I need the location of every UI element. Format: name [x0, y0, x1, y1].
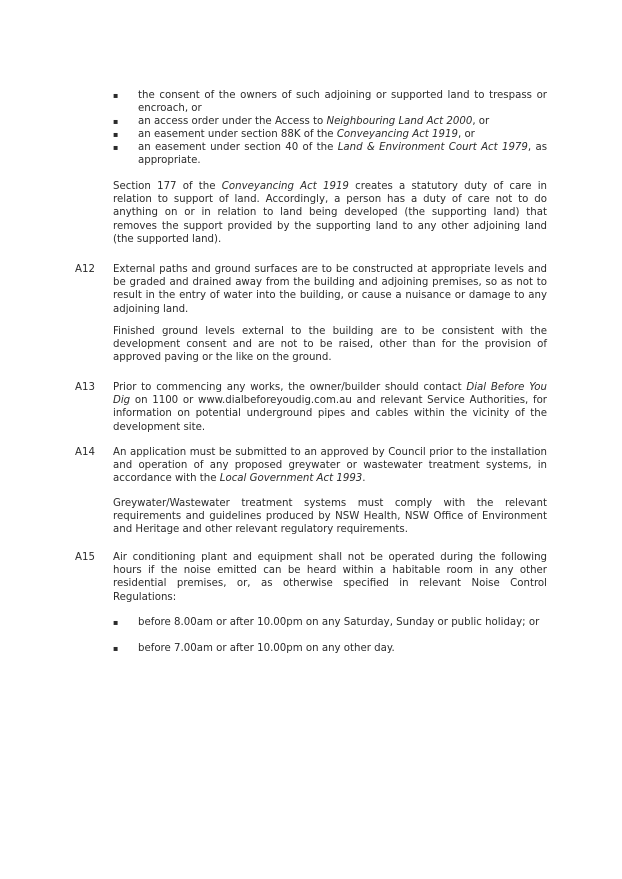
condition-number: A15: [75, 552, 95, 563]
condition-a14-paragraph: An application must be submitted to an approved by Council prior to the installation and operation of any proposed greywater or wastewater treatment systems, in accordance with the Local Government Act 1993.: [113, 447, 547, 485]
condition-a12-paragraph: External paths and ground surfaces are to be constructed at appropriate levels and be graded and drained away from the building and adjoining premises, so as not to result in the entry of water into the building, or cause a nuisance or damage to any adjoining land.: [113, 264, 547, 315]
bullet-icon: ▪: [113, 143, 119, 152]
act-title: Conveyancing Act 1919: [221, 181, 349, 192]
bullet-icon: ▪: [113, 91, 119, 100]
list-item: [113, 642, 547, 655]
list-item-text: , or: [457, 129, 475, 140]
condition-number: A14: [75, 447, 95, 458]
bullet-icon: ▪: [113, 117, 119, 126]
list-item: [113, 89, 547, 115]
list-item: [113, 141, 547, 167]
service-name: Dial Before You Dig: [113, 382, 547, 407]
condition-a13-paragraph: Prior to commencing any works, the owner/builder should contact Dial Before You Dig on 1100 or www.dialbeforeyoudig.com.au and relevant Service Authorities, for information on potential underground pipes and cables within the vicinity of the development site.: [113, 382, 547, 433]
list-item: [113, 616, 547, 629]
act-title: Conveyancing Act 1919: [336, 129, 458, 140]
condition-a15-paragraph: Air conditioning plant and equipment shall not be operated during the following hours if the noise emitted can be heard within a habitable room in any other residential premises, or, as otherwise specified in relevant Noise Control Regulations:: [113, 552, 547, 603]
condition-number: A12: [75, 264, 95, 275]
list-item-text: , or: [472, 116, 490, 127]
list-item-text: an easement under section 40 of the: [138, 142, 338, 153]
act-title: Neighbouring Land Act 2000: [326, 116, 473, 127]
act-title: Land & Environment Court Act 1979: [337, 142, 528, 153]
list-item-text: before 7.00am or after 10.00pm on any other day.: [138, 643, 395, 654]
list-item: [113, 128, 547, 141]
bullet-icon: ▪: [113, 618, 119, 627]
list-item-text: the consent of the owners of such adjoining or supported land to trespass or encroach, or: [138, 90, 547, 115]
list-item-text: , as appropriate.: [138, 142, 548, 167]
list-item-text: before 8.00am or after 10.00pm on any Saturday, Sunday or public holiday; or: [138, 617, 540, 628]
list-item-text: an easement under section 88K of the: [138, 129, 337, 140]
condition-a12-paragraph-2: Finished ground levels external to the building are to be consistent with the development consent and are not to be raised, other than for the provision of approved paving or the like on the ground.: [113, 326, 547, 364]
bullet-icon: ▪: [113, 130, 119, 139]
list-item-text: an access order under the Access to: [138, 116, 327, 127]
act-title: Local Government Act 1993: [219, 473, 363, 485]
condition-number: A13: [75, 382, 95, 393]
bullet-icon: ▪: [113, 644, 119, 653]
list-item: [113, 115, 547, 128]
section-177-paragraph: Section 177 of the Conveyancing Act 1919 creates a statutory duty of care in relation to support of land. Accordingly, a person has a duty of care not to do anything on or in relation to land being developed (the supporting land) that removes the support provided by the supporting land to any other adjoining land (the supported land).: [113, 181, 547, 245]
condition-a14-paragraph-2: Greywater/Wastewater treatment systems must comply with the relevant requirements and guidelines produced by NSW Health, NSW Office of Environment and Heritage and other relevant regulatory requirements.: [113, 498, 547, 536]
